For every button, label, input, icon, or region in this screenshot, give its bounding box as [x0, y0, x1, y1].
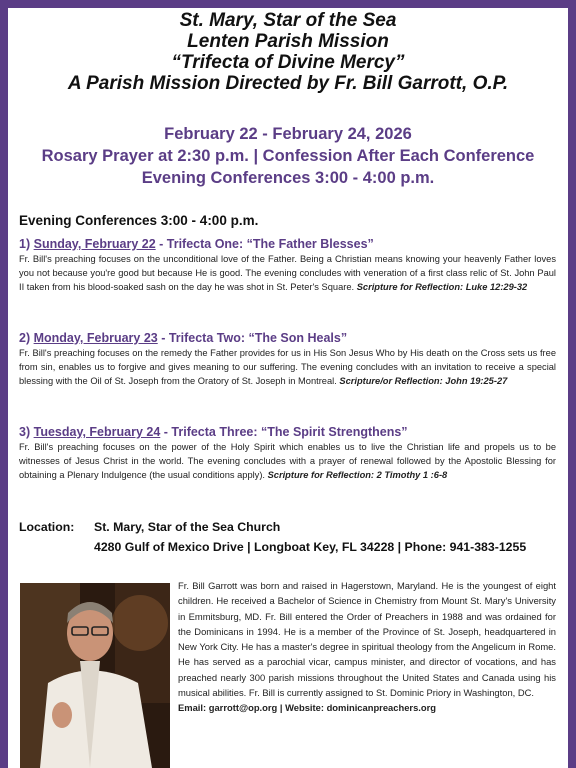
conference-day-link[interactable]: Monday, February 23	[33, 331, 158, 345]
rosary-confession-line: Rosary Prayer at 2:30 p.m. | Confession After Each Conference	[41, 147, 535, 165]
conference-number: 1)	[19, 237, 31, 251]
conference-text: Fr. Bill's preaching focuses on the power of the Holy Spirit which enables us to live the Christian life and propels us to be witnesses of Jesus Christ in the world. The evening concludes with a prayer of renewal followed by the Apostolic Blessing for obtaining a Plenary Indulgence (the usual conditions apply).	[19, 442, 556, 481]
biography-text: Fr. Bill Garrott was born and raised in Hagerstown, Maryland. He is the youngest of eight children. He received a Bachelor of Science in Chemistry from Mount St. Mary's University in Emmitsburg, MD. Fr. Bill entered the Order of Preachers in 1988 and was ordained for the Dominicans in 1994. He is a member of the Province of St. Joseph, headquartered in New York City. He has a master's degree in spiritual theology from the Angelicum in Rome. He has served as a parochial vicar, campus minister, and director of vocations, and has preached nearly 300 parish missions throughout the United States and Canada using his musical abilities. Fr. Bill is currently assigned to St. Dominic Priory in Washington, DC.	[178, 580, 556, 699]
location-label: Location:	[19, 520, 75, 534]
scripture-reference: Scripture for Reflection: 2 Timothy 1 :6-8	[267, 470, 448, 481]
schedule-summary	[8, 123, 568, 189]
conference-number: 3)	[19, 425, 31, 439]
priest-portrait-image	[20, 583, 170, 768]
mission-theme: “Trifecta of Divine Mercy”	[171, 52, 405, 73]
conference-times: Evening Conferences 3:00 - 4:00 p.m.	[141, 169, 435, 187]
conference-3	[19, 424, 556, 482]
conference-title	[19, 330, 556, 346]
conferences-heading: Evening Conferences 3:00 - 4:00 p.m.	[19, 213, 259, 228]
parish-name: St. Mary, Star of the Sea	[179, 10, 397, 31]
conference-theme: - Trifecta One: “The Father Blesses”	[155, 237, 374, 251]
church-address: 4280 Gulf of Mexico Drive | Longboat Key, FL 34228 | Phone: 941-383-1255	[94, 540, 527, 554]
contact-info[interactable]: Email: garrott@op.org | Website: dominicanpreachers.org	[178, 702, 436, 714]
conference-2	[19, 330, 556, 388]
scripture-reference: Scripture/or Reflection: John 19:25-27	[339, 376, 508, 387]
conference-title	[19, 236, 556, 252]
conference-text: Fr. Bill's preaching focuses on the unconditional love of the Father. Being a Christian means knowing your heavenly Father loves you not because you're good but because He is good. The evening concludes with veneration of a first class relic of St. John Paul II taken from his blood-soaked sash on the day he was shot in St. Peter's Square.	[19, 254, 556, 293]
church-name: St. Mary, Star of the Sea Church	[94, 520, 281, 534]
conference-theme: - Trifecta Two: “The Son Heals”	[157, 331, 348, 345]
conference-1	[19, 236, 556, 294]
conference-description	[19, 252, 556, 294]
conference-day-link[interactable]: Tuesday, February 24	[33, 425, 161, 439]
priest-biography	[178, 578, 556, 716]
conference-text: Fr. Bill's preaching focuses on the remedy the Father provides for us in His Son Jesus Who by His death on the Cross sets us free from sin, enables us to forgive and gives meaning to our suffering. The evening concludes with an invitation to receive a special blessing with the Oil of St. Joseph from the Oratory of St. Joseph in Montreal.	[19, 348, 556, 387]
location-block	[19, 517, 526, 557]
page-header	[8, 10, 568, 94]
mission-director: A Parish Mission Directed by Fr. Bill Garrott, O.P.	[67, 73, 509, 94]
conference-number: 2)	[19, 331, 31, 345]
conference-description	[19, 440, 556, 482]
conference-description	[19, 346, 556, 388]
conference-day-link[interactable]: Sunday, February 22	[33, 237, 156, 251]
conference-title	[19, 424, 556, 440]
priest-photo	[20, 583, 170, 768]
date-range: February 22 - February 24, 2026	[164, 125, 412, 143]
mission-title: Lenten Parish Mission	[187, 31, 389, 52]
scripture-reference: Scripture for Reflection: Luke 12:29-32	[356, 282, 528, 293]
conference-theme: - Trifecta Three: “The Spirit Strengthens”	[160, 425, 408, 439]
